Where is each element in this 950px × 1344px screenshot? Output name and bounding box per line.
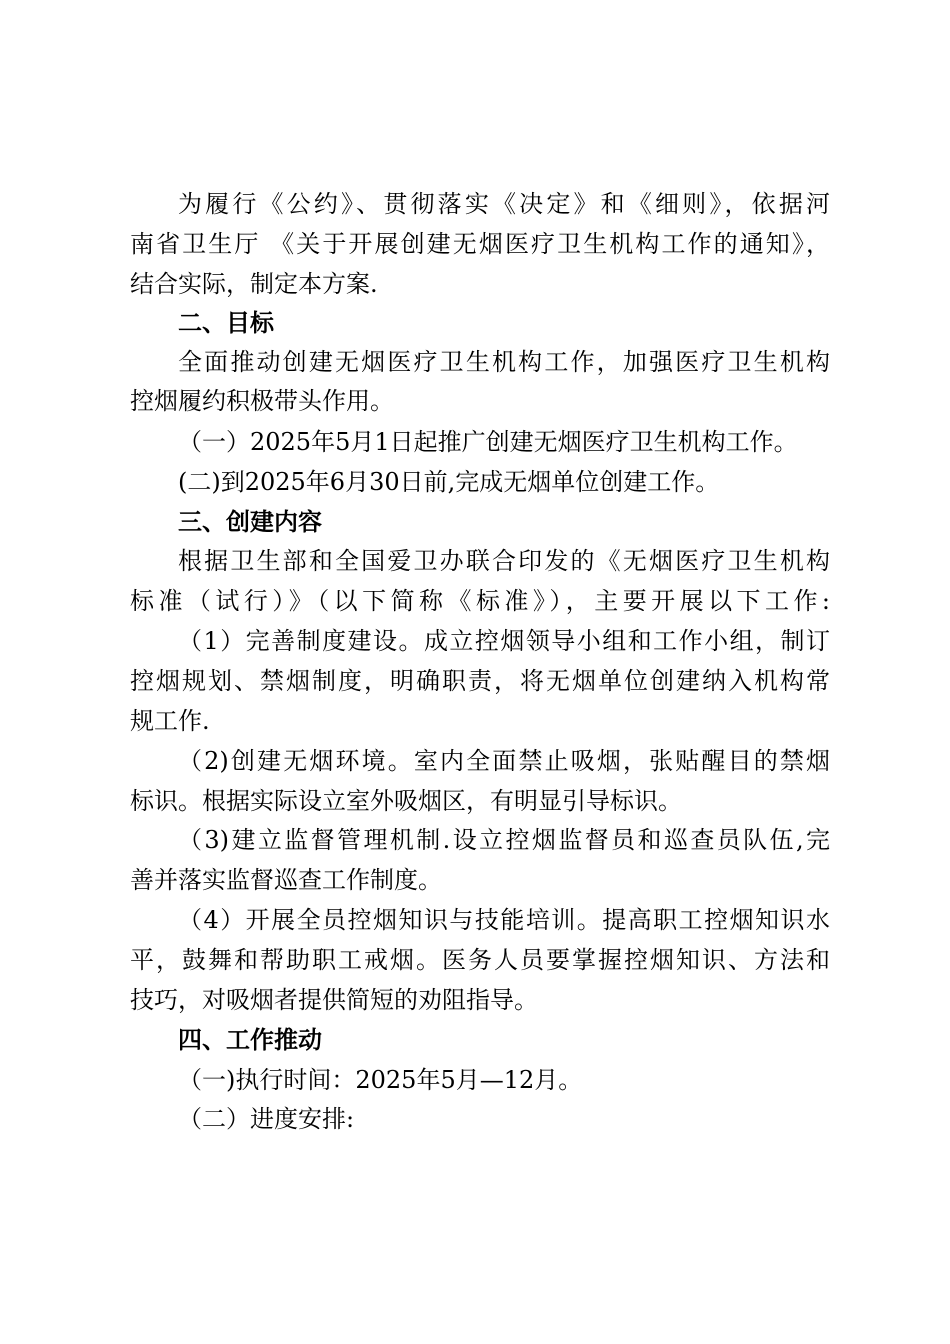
- goal-item-2: (二)到2025年6月30日前,完成无烟单位创建工作。: [178, 468, 720, 496]
- paragraph-goals-line-2: 控烟履约积极带头作用。: [130, 387, 394, 415]
- section-heading-work: 四、工作推动: [178, 1025, 322, 1054]
- paragraph-content-line-1: 根据卫生部和全国爱卫办联合印发的《无烟医疗卫生机构: [178, 547, 830, 575]
- work-item-1: （一)执行时间：2025年5月—12月。: [178, 1066, 583, 1094]
- paragraph-content-line-2: 标准（试行）》（以下简称《标准》），主要开展以下工作:: [130, 587, 830, 615]
- content-item-4-line-3: 技巧，对吸烟者提供简短的劝阻指导。: [130, 986, 538, 1014]
- content-item-4-line-2: 平，鼓舞和帮助职工戒烟。医务人员要掌握控烟知识、方法和: [130, 946, 830, 974]
- section-heading-content: 三、创建内容: [178, 507, 322, 536]
- content-item-2-line-2: 标识。根据实际设立室外吸烟区，有明显引导标识。: [130, 787, 682, 815]
- work-item-2: （二）进度安排:: [178, 1105, 355, 1133]
- content-item-4-line-1: （4）开展全员控烟知识与技能培训。提高职工控烟知识水: [178, 906, 830, 934]
- paragraph-goals-line-1: 全面推动创建无烟医疗卫生机构工作，加强医疗卫生机构: [178, 348, 830, 376]
- content-item-1-line-3: 规工作.: [130, 707, 210, 735]
- paragraph-intro-line-1: 为履行《公约》、贯彻落实《决定》和《细则》，依据河: [178, 190, 830, 218]
- content-item-3-line-2: 善并落实监督巡查工作制度。: [130, 866, 442, 894]
- paragraph-intro-line-3: 结合实际，制定本方案.: [130, 270, 378, 298]
- paragraph-intro-line-2: 南省卫生厅 《关于开展创建无烟医疗卫生机构工作的通知》，: [130, 230, 830, 258]
- goal-item-1: （一）2025年5月1日起推广创建无烟医疗卫生机构工作。: [178, 428, 798, 456]
- content-item-3-line-1: （3)建立监督管理机制.设立控烟监督员和巡查员队伍,完: [178, 826, 830, 854]
- content-item-1-line-1: （1）完善制度建设。成立控烟领导小组和工作小组，制订: [178, 627, 830, 655]
- content-item-1-line-2: 控烟规划、禁烟制度，明确职责，将无烟单位创建纳入机构常: [130, 667, 830, 695]
- section-heading-goals: 二、目标: [178, 308, 274, 337]
- content-item-2-line-1: （2)创建无烟环境。室内全面禁止吸烟，张贴醒目的禁烟: [178, 747, 830, 775]
